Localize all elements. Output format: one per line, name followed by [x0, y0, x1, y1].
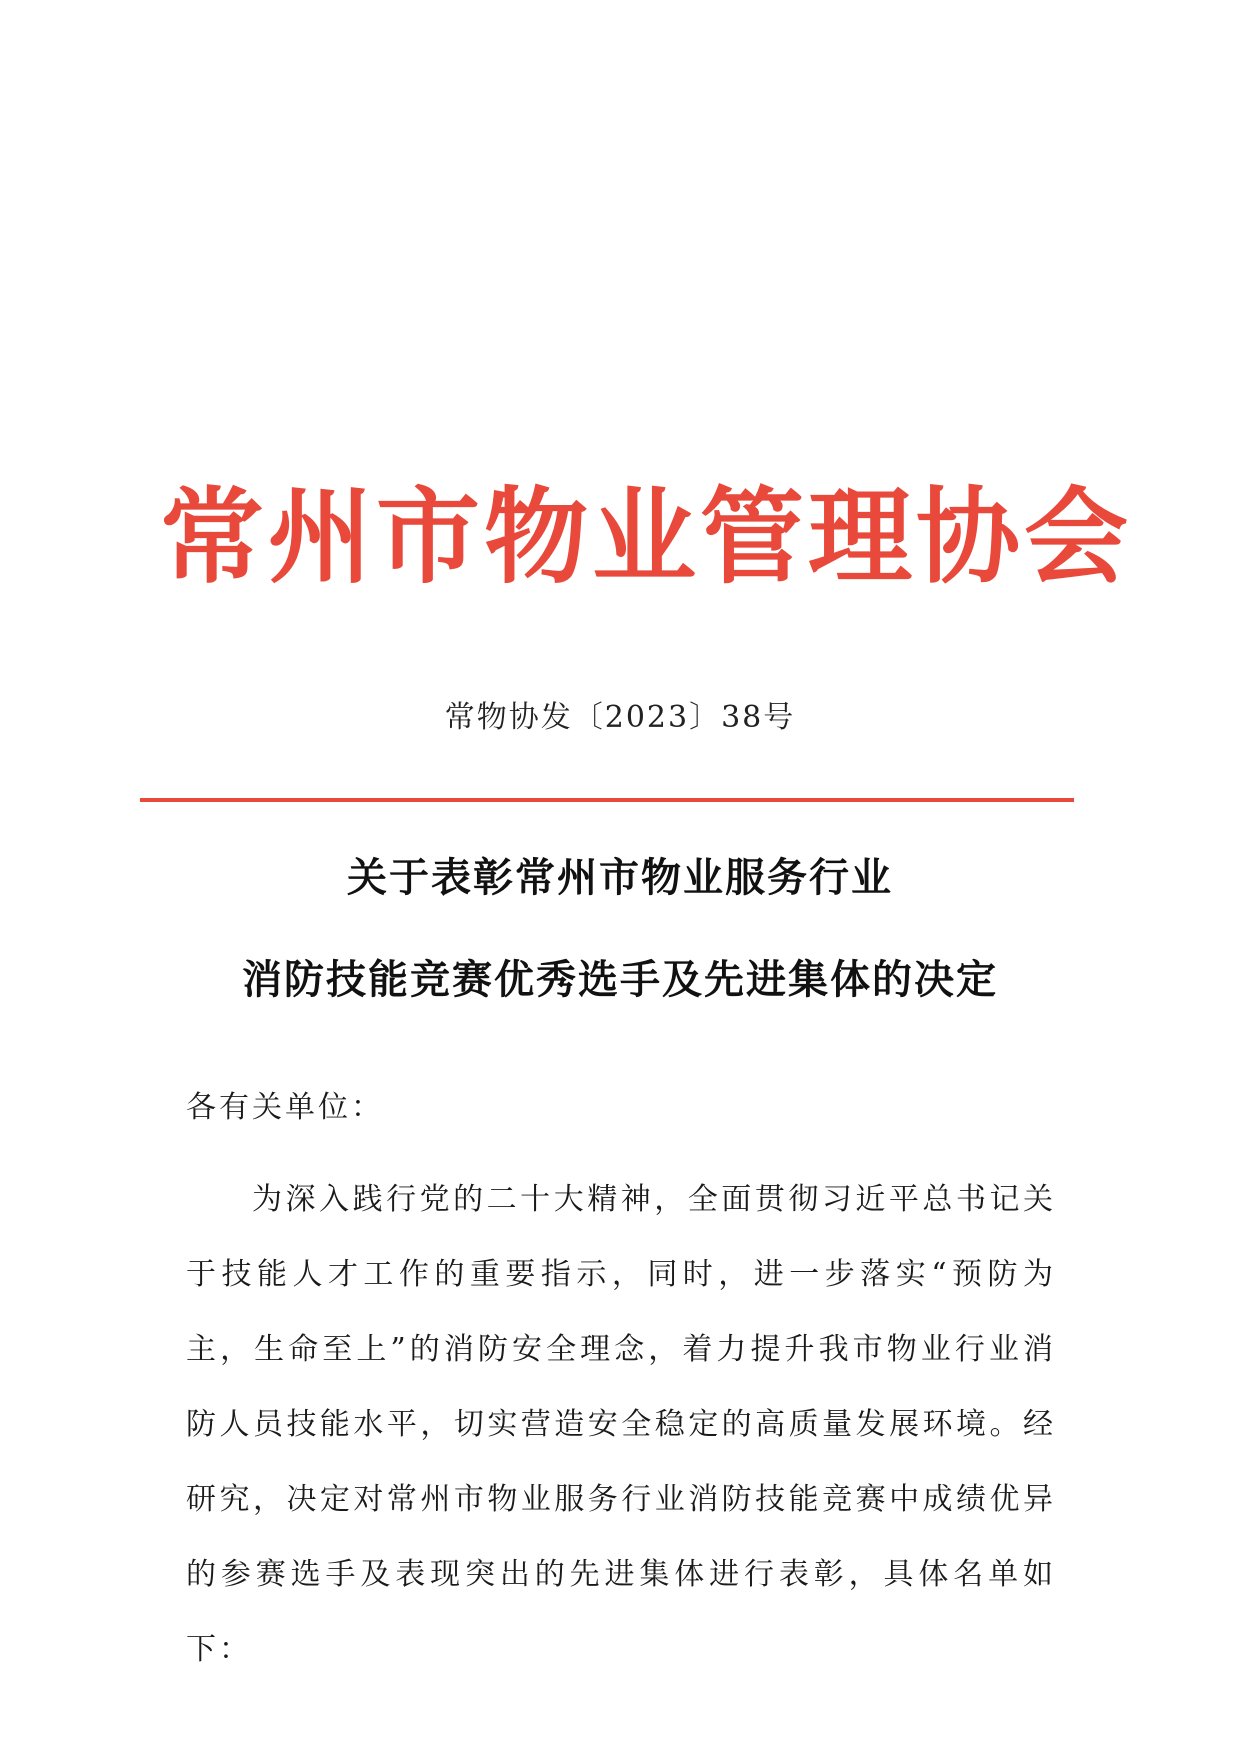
document-number: 常物协发〔2023〕38号 — [444, 700, 796, 735]
document-title-line-1: 关于表彰常州市物业服务行业 — [347, 855, 893, 901]
body-paragraph: 为深入践行党的二十大精神，全面贯彻习近平总书记关于技能人才工作的重要指示，同时，进一步落实“预防为主，生命至上”的消防安全理念，着力提升我市物业行业消防人员技能水平，切实营造安全稳定的高质量发展环境。经研究，决定对常州市物业服务行业消防技能竞赛中成绩优异的参赛选手及表现突出的先进集体进行表彰，具体名单如下： — [186, 1182, 1056, 1667]
salutation: 各有关单位： — [186, 1090, 384, 1125]
organization-header: 常州市物业管理协会 — [160, 475, 1133, 598]
header-divider — [140, 798, 1074, 802]
document-title-line-2: 消防技能竞赛优秀选手及先进集体的决定 — [242, 957, 998, 1003]
